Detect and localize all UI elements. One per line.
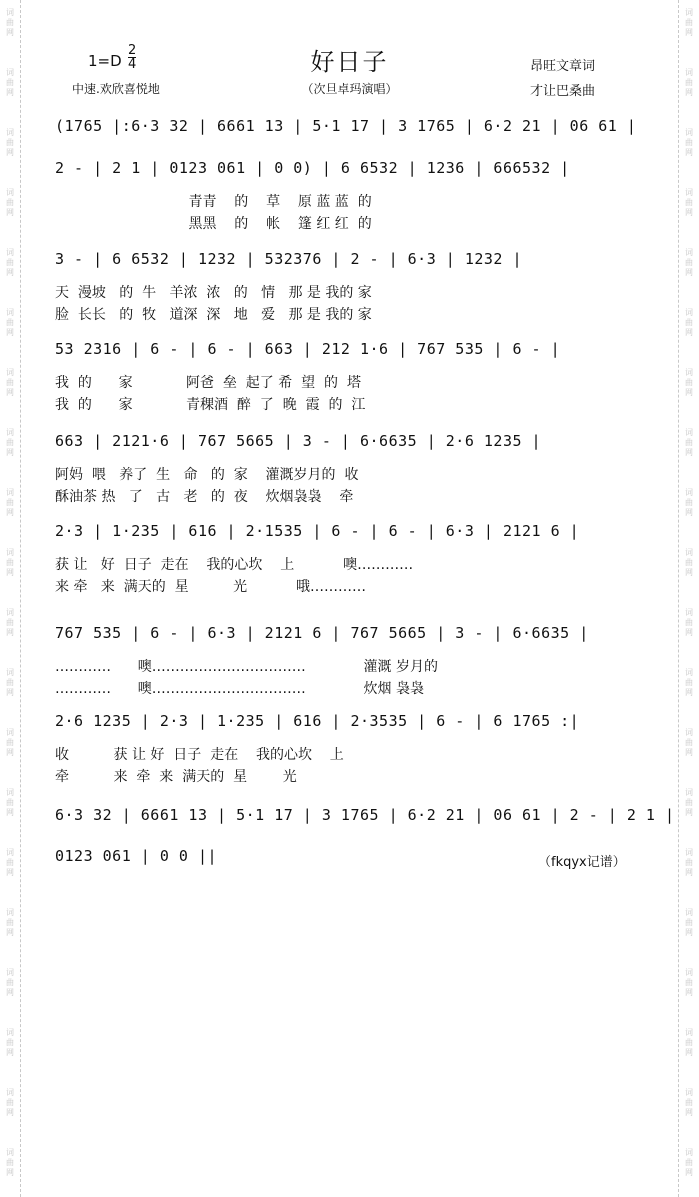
left-watermark-strip [0,0,21,1197]
notation-line: 2 - | 2 1 | 0123 061 | 0 0) | 6 6532 | 1236 | 666532 | [55,159,570,177]
notation-line: 767 535 | 6 - | 6·3 | 2121 6 | 767 5665 | 3 - | 6·6635 | [55,624,589,642]
lyric-line: 天 漫坡 的 牛 羊浓 浓 的 情 那 是 我的 家 [55,285,372,301]
watermark-text: 词 曲 网 [685,608,693,637]
watermark-text: 词 曲 网 [685,1148,693,1177]
watermark-text: 词 曲 网 [685,548,693,577]
notation-line: 0123 061 | 0 0 || [55,847,218,865]
watermark-text: 词 曲 网 [685,188,693,217]
song-title: 好日子 [310,48,389,76]
watermark-text: 词 曲 网 [685,668,693,697]
notation-line: 3 - | 6 6532 | 1232 | 532376 | 2 - | 6·3 | 1232 | [55,250,523,268]
composer: 才让巴桑曲 [530,84,596,99]
lyric-line: 获 让 好 日子 走在 我的心坎 上 噢………… [55,557,414,573]
watermark-text: 词 曲 网 [685,428,693,457]
watermark-text: 词 曲 网 [6,128,14,157]
watermark-text: 词 曲 网 [685,248,693,277]
watermark-text: 词 曲 网 [6,1148,14,1177]
tempo-marking: 中速.欢欣喜悦地 [72,82,160,96]
lyric-line: 来 牵 来 满天的 星 光 哦………… [55,579,367,595]
lyric-line: 脸 长长 的 牧 道深 深 地 爱 那 是 我的 家 [55,307,372,323]
watermark-text: 词 曲 网 [685,1088,693,1117]
notation-line: 663 | 2121·6 | 767 5665 | 3 - | 6·6635 | 2·6 1235 | [55,432,542,450]
watermark-text: 词 曲 网 [6,368,14,397]
watermark-text: 词 曲 网 [685,8,693,37]
watermark-text: 词 曲 网 [6,788,14,817]
time-bottom: 4 [128,57,137,72]
watermark-text: 词 曲 网 [6,68,14,97]
watermark-text: 词 曲 网 [6,1028,14,1057]
watermark-text: 词 曲 网 [6,968,14,997]
watermark-text: 词 曲 网 [685,728,693,757]
watermark-text: 词 曲 网 [6,908,14,937]
watermark-text: 词 曲 网 [6,848,14,877]
watermark-text: 词 曲 网 [685,68,693,97]
watermark-text: 词 曲 网 [685,1028,693,1057]
key-signature: 1=D [88,52,122,70]
lyric-line: 牵 来 牵 来 满天的 星 光 [55,769,297,785]
watermark-text: 词 曲 网 [685,788,693,817]
notation-line: (1765 |:6·3 32 | 6661 13 | 5·1 17 | 3 1765 | 6·2 21 | 06 61 | [55,117,637,135]
singer: （次旦卓玛演唱） [301,82,398,96]
watermark-text: 词 曲 网 [685,308,693,337]
watermark-text: 词 曲 网 [6,8,14,37]
notation-line: 2·6 1235 | 2·3 | 1·235 | 616 | 2·3535 | 6 - | 6 1765 :| [55,712,580,730]
watermark-text: 词 曲 网 [685,908,693,937]
lyric-line: 我 的 家 阿爸 垒 起了 希 望 的 塔 [55,375,361,391]
lyric-line: 酥油茶 热 了 古 老 的 夜 炊烟袅袅 牵 [55,489,354,505]
watermark-text: 词 曲 网 [6,488,14,517]
watermark-text: 词 曲 网 [6,428,14,457]
watermark-text: 词 曲 网 [685,128,693,157]
notation-line: 53 2316 | 6 - | 6 - | 663 | 212 1·6 | 767 535 | 6 - | [55,340,561,358]
transcriber-credit: （fkqyx记谱） [538,855,626,870]
notation-line: 2·3 | 1·235 | 616 | 2·1535 | 6 - | 6 - | 6·3 | 2121 6 | [55,522,580,540]
lyric-line: 收 获 让 好 日子 走在 我的心坎 上 [55,747,344,763]
right-watermark-strip [678,0,699,1197]
watermark-text: 词 曲 网 [6,188,14,217]
watermark-text: 词 曲 网 [6,608,14,637]
lyric-line: 阿妈 喂 养了 生 命 的 家 灌溉岁月的 收 [55,467,359,483]
watermark-text: 词 曲 网 [6,1088,14,1117]
watermark-text: 词 曲 网 [6,668,14,697]
time-top: 2 [128,43,137,58]
lyric-line: ………… 噢…………………………… 炊烟 袅袅 [55,681,425,697]
watermark-text: 词 曲 网 [6,248,14,277]
watermark-text: 词 曲 网 [6,548,14,577]
watermark-text: 词 曲 网 [685,848,693,877]
watermark-text: 词 曲 网 [6,308,14,337]
lyric-line: ………… 噢…………………………… 灌溉 岁月的 [55,659,439,675]
watermark-text: 词 曲 网 [685,368,693,397]
lyric-line: 我 的 家 青稞酒 醉 了 晚 霞 的 江 [55,397,366,413]
watermark-text: 词 曲 网 [685,488,693,517]
notation-line: 6·3 32 | 6661 13 | 5·1 17 | 3 1765 | 6·2 21 | 06 61 | 2 - | 2 1 | [55,806,675,824]
lyric-line: 青青 的 草 原 蓝 蓝 的 [55,194,372,210]
watermark-text: 词 曲 网 [685,968,693,997]
lyricist: 昂旺文章词 [530,59,596,74]
lyric-line: 黑黑 的 帐 篷 红 红 的 [55,216,372,232]
watermark-text: 词 曲 网 [6,728,14,757]
